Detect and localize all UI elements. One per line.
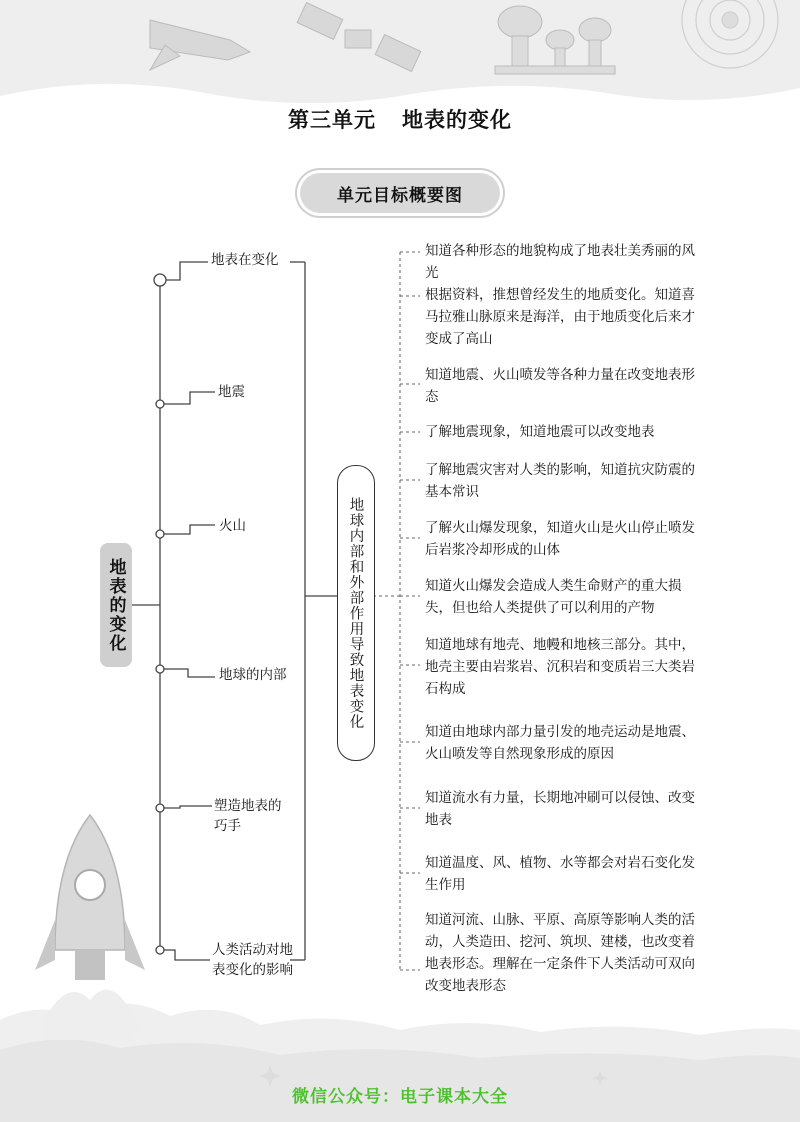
objective-item: 知道地球有地壳、地幔和地核三部分。其中，地壳主要由岩浆岩、沉积岩和变质岩三大类岩石构成 <box>425 637 695 697</box>
objective-item: 知道由地球内部力量引发的地壳运动是地震、火山喷发等自然现象形成的原因 <box>425 724 695 762</box>
branch-surface-change: 地表在变化 <box>211 252 279 268</box>
objective-item: 了解地震灾害对人类的影响，知道抗灾防震的基本常识 <box>425 462 695 500</box>
branch-earthquake: 地震 <box>218 384 245 400</box>
objective-item: 知道河流、山脉、平原、高原等影响人类的活动，人类造田、挖河、筑坝、建楼，也改变着地表形态。理解在一定条件下人类活动可双向改变地表形态 <box>425 912 695 994</box>
branch-human-activity: 人类活动对地表变化的影响 <box>212 942 293 978</box>
root-topic: 地表的变化 <box>100 543 132 667</box>
branch-volcano: 火山 <box>219 518 246 534</box>
rocket-illustration <box>30 810 150 1040</box>
objective-item: 知道流水有力量，长期地冲刷可以侵蚀、改变地表 <box>425 790 695 828</box>
central-concept: 地球内部和外部作用导致地表变化 <box>337 465 375 761</box>
objective-item: 知道地震、火山喷发等各种力量在改变地表形态 <box>425 367 695 405</box>
objective-item: 知道火山爆发会造成人类生命财产的重大损失，但也给人类提供了可以利用的产物 <box>425 578 682 616</box>
objective-item: 了解火山爆发现象，知道火山是火山停止喷发后岩浆冷却形成的山体 <box>425 520 695 558</box>
objective-item: 知道温度、风、植物、水等都会对岩石变化发生作用 <box>425 855 695 893</box>
objective-item: 了解地震现象，知道地震可以改变地表 <box>425 424 655 440</box>
branch-shaping-forces: 塑造地表的巧手 <box>214 798 282 834</box>
unit-label: 第三单元 <box>288 107 376 132</box>
objective-item: 知道各种形态的地貌构成了地表壮美秀丽的风光 <box>425 243 695 281</box>
unit-topic: 地表的变化 <box>402 107 512 132</box>
footer-watermark: 微信公众号：电子课本大全 <box>292 1087 508 1107</box>
objective-item: 根据资料，推想曾经发生的地质变化。知道喜马拉雅山脉原来是海洋，由于地质变化后来才变成了高山 <box>425 287 695 347</box>
branch-earth-interior: 地球的内部 <box>219 667 287 683</box>
section-badge: 单元目标概要图 <box>300 173 500 213</box>
